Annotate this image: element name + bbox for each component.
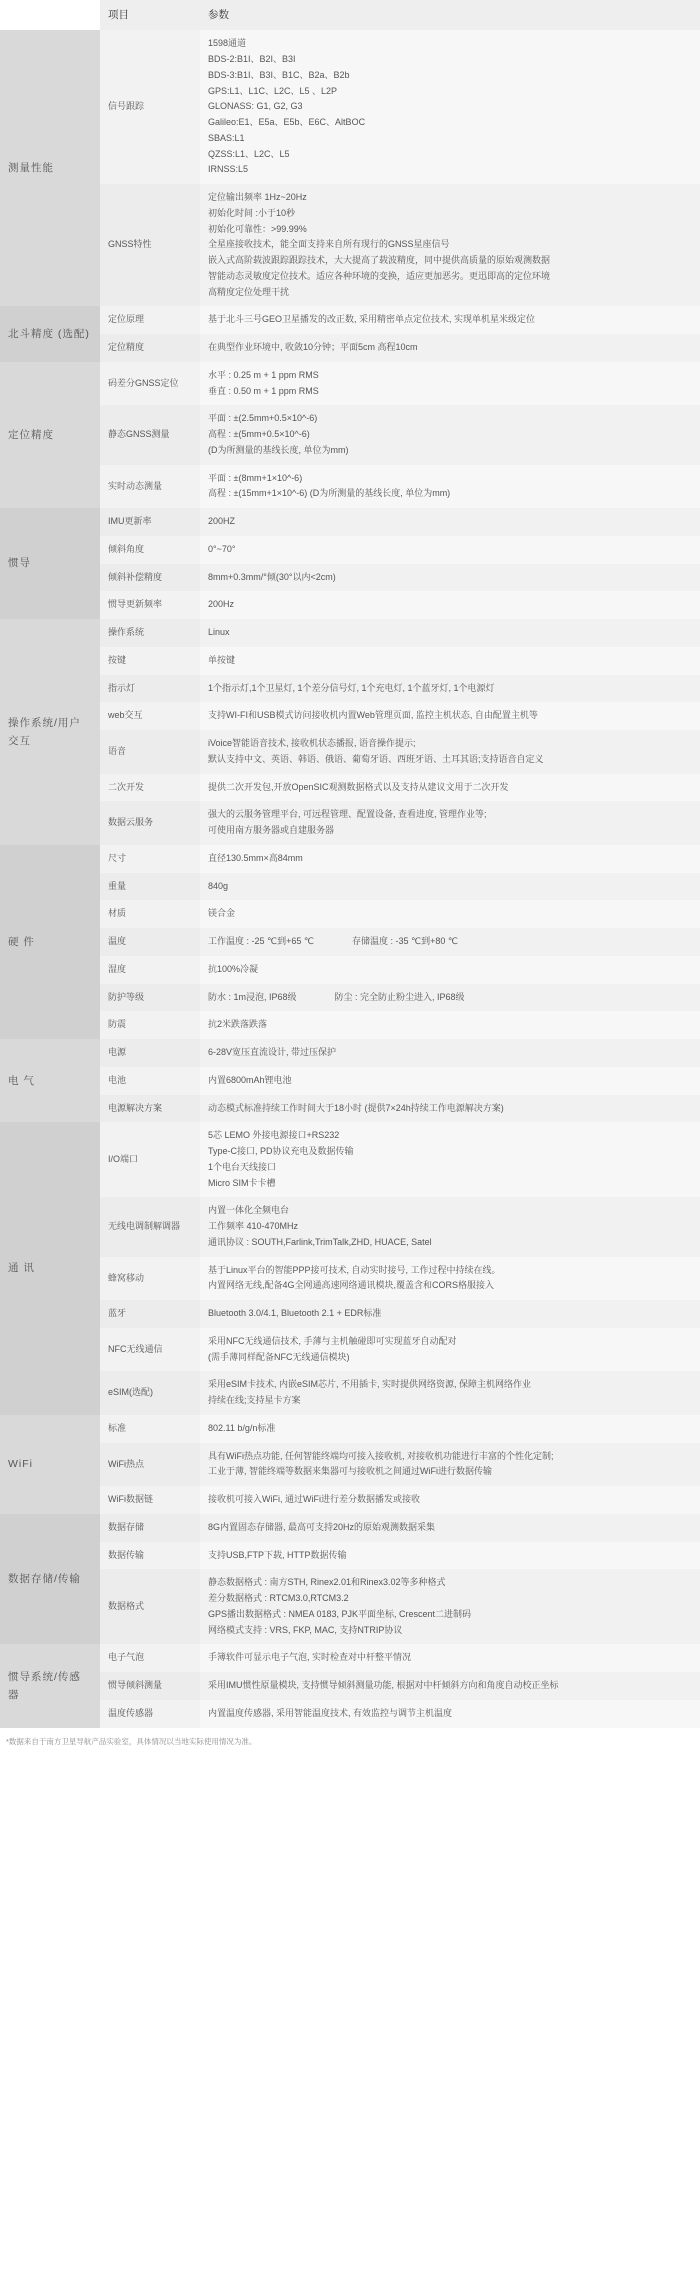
value-cell	[200, 1257, 700, 1301]
value-line: 200HZ	[208, 516, 236, 527]
value-line: 可使用南方服务器或自建服务器	[208, 825, 335, 836]
category-cell: 通 讯	[0, 1122, 100, 1415]
value-cell	[200, 873, 700, 901]
value-line: 强大的云服务管理平台, 可远程管理、配置设备, 查看进度, 管理作业等;	[208, 809, 487, 820]
item-cell: 定位精度	[100, 334, 200, 362]
item-cell: 温度	[100, 928, 200, 956]
value-line: 采用IMU惯性原量模块, 支持惯导倾斜测量功能, 根据对中杆倾斜方向和角度自动校正坐标	[208, 1680, 559, 1691]
table-row	[0, 1371, 700, 1415]
value-cell	[200, 30, 700, 184]
value-line: 200Hz	[208, 599, 235, 610]
value-cell	[200, 702, 700, 730]
value-cell	[200, 774, 700, 802]
table-row	[0, 1328, 700, 1372]
item-cell: 指示灯	[100, 675, 200, 703]
value-cell	[200, 1672, 700, 1700]
value-line: 定位输出频率 1Hz~20Hz	[208, 192, 307, 203]
value-line: 水平 : 0.25 m + 1 ppm RMS	[208, 369, 319, 380]
table-row	[0, 1197, 700, 1256]
value-cell	[200, 647, 700, 675]
table-row	[0, 956, 700, 984]
value-line: (需手薄同样配备NFC无线通信模块)	[208, 1351, 350, 1362]
value-line: SBAS:L1	[208, 132, 245, 143]
value-cell	[200, 984, 700, 1012]
table-row	[0, 405, 700, 464]
item-cell: 标准	[100, 1415, 200, 1443]
value-line: 工作频率 410-470MHz	[208, 1221, 299, 1232]
value-line: 智能动态灵敏度定位技术。适应各种环境的变换，适应更加恶劣。更迅即高的定位环境	[208, 270, 551, 281]
value-line: 单按键	[208, 654, 236, 665]
value-line: (D为所测量的基线长度, 单位为mm)	[208, 444, 349, 455]
value-cell	[200, 1328, 700, 1372]
table-row	[0, 1067, 700, 1095]
value-cell	[200, 1443, 700, 1487]
value-line: GPS:L1、L1C、L2C、L5 、L2P	[208, 85, 338, 96]
value-line: 内置6800mAh锂电池	[208, 1074, 292, 1085]
value-line: Bluetooth 3.0/4.1, Bluetooth 2.1 + EDR标准	[208, 1308, 382, 1319]
item-cell: eSIM(选配)	[100, 1371, 200, 1415]
item-cell: WiFi热点	[100, 1443, 200, 1487]
value-cell	[200, 1197, 700, 1256]
table-header	[0, 0, 700, 30]
value-line: 0°~70°	[208, 543, 236, 554]
value-cell	[200, 1486, 700, 1514]
value-line: Micro SIM卡卡槽	[208, 1177, 276, 1188]
value-line: 防水 : 1m浸泡, IP68级 防尘 : 完全防止粉尘进入, IP68级	[208, 991, 465, 1002]
header-value: 参数	[200, 0, 700, 30]
table-row	[0, 1257, 700, 1301]
value-cell	[200, 536, 700, 564]
table-row	[0, 675, 700, 703]
item-cell: 防震	[100, 1011, 200, 1039]
table-row	[0, 184, 700, 306]
value-line: 具有WiFi热点功能, 任何智能终端均可接入接收机, 对接收机功能进行丰富的个性化定制;	[208, 1450, 554, 1461]
table-row	[0, 1300, 700, 1328]
table-row	[0, 1415, 700, 1443]
value-line: 默认支持中文、英语、韩语、俄语、葡萄牙语、西班牙语、土耳其语;支持语音自定义	[208, 753, 544, 764]
value-line: 1个指示灯,1个卫星灯, 1个差分信号灯, 1个充电灯, 1个蓝牙灯, 1个电源灯	[208, 682, 495, 693]
value-line: 802.11 b/g/n标准	[208, 1422, 276, 1433]
item-cell: 电池	[100, 1067, 200, 1095]
table-row	[0, 1700, 700, 1728]
value-line: 采用eSIM卡技术, 内嵌eSIM芯片, 不用插卡, 实时提供网络资源, 保障主机网络作业	[208, 1379, 532, 1390]
value-line: 抗2米跌落跌落	[208, 1019, 268, 1030]
table-header-row	[0, 0, 700, 30]
value-line: 差分数据格式 : RTCM3.0,RTCM3.2	[208, 1593, 349, 1604]
value-line: 通讯协议 : SOUTH,Farlink,TrimTalk,ZHD, HUACE, Satel	[208, 1236, 432, 1247]
category-cell: 北斗精度 (选配)	[0, 306, 100, 362]
value-line: 工业于薄, 智能终端等数据来集器可与接收机之间通过WiFi进行数据传输	[208, 1466, 492, 1477]
value-line: 高程 : ±(5mm+0.5×10^-6)	[208, 429, 310, 440]
value-line: 嵌入式高阶载波跟踪跟踪技术，大大提高了载波精度，同中提供高质量的原始观测数据	[208, 255, 551, 266]
value-line: 8G内置固态存储器, 最高可支持20Hz的原始观测数据采集	[208, 1521, 436, 1532]
table-row	[0, 334, 700, 362]
value-line: 5芯 LEMO 外接电源接口+RS232	[208, 1130, 340, 1141]
item-cell: 无线电调制解调器	[100, 1197, 200, 1256]
value-cell	[200, 362, 700, 406]
value-line: 接收机可接入WiFi, 通过WiFi进行差分数据播发或接收	[208, 1494, 420, 1505]
value-line: BDS-2:B1I、B2I、B3I	[208, 54, 296, 65]
value-line: 在典型作业环境中, 收敛10分钟；平面5cm 高程10cm	[208, 342, 418, 353]
table-row	[0, 362, 700, 406]
item-cell: 电子气泡	[100, 1644, 200, 1672]
value-line: GPS播出数据格式 : NMEA 0183, PJK平面坐标, Crescent二进制码	[208, 1608, 472, 1619]
value-cell	[200, 900, 700, 928]
value-cell	[200, 1371, 700, 1415]
table-row	[0, 984, 700, 1012]
value-line: 网络模式支持 : VRS, FKP, MAC, 支持NTRIP协议	[208, 1624, 403, 1635]
value-cell	[200, 1039, 700, 1067]
item-cell: 蜂窝移动	[100, 1257, 200, 1301]
item-cell: 尺寸	[100, 845, 200, 873]
value-cell	[200, 334, 700, 362]
value-cell	[200, 306, 700, 334]
item-cell: 惯导倾斜测量	[100, 1672, 200, 1700]
value-line: BDS-3:B1I、B3I、B1C、B2a、B2b	[208, 69, 350, 80]
footnote: *数据来自于南方卫星导航产品实验室，具体情况以当地实际使用情况为准。	[6, 1736, 257, 1746]
value-cell	[200, 465, 700, 509]
value-cell	[200, 1542, 700, 1570]
table-row	[0, 619, 700, 647]
item-cell: I/O端口	[100, 1122, 200, 1197]
value-line: 动态模式标准持续工作时间大于18小时 (提供7×24h持续工作电源解决方案)	[208, 1102, 504, 1113]
value-line: 初始化时间 :小于10秒	[208, 207, 296, 218]
value-line: 基于Linux平台的智能PPP接可技术, 自动实时接号, 工作过程中持续在线。	[208, 1264, 501, 1275]
table-row	[0, 730, 700, 774]
value-cell	[200, 1095, 700, 1123]
table-row	[0, 801, 700, 845]
value-cell	[200, 405, 700, 464]
value-line: 内置网络无线,配备4G全网通高速网络通讯模块,覆盖含和CORS格服接入	[208, 1280, 495, 1291]
value-line: 持续在线;支持星卡方案	[208, 1395, 301, 1406]
table-row	[0, 591, 700, 619]
table-row	[0, 900, 700, 928]
value-cell	[200, 619, 700, 647]
header-item: 项目	[100, 0, 200, 30]
value-cell	[200, 845, 700, 873]
table-row	[0, 1672, 700, 1700]
value-line: 高精度定位处理干扰	[208, 286, 290, 297]
value-cell	[200, 1067, 700, 1095]
value-line: Type-C接口, PD协议充电及数据传输	[208, 1146, 354, 1157]
value-line: 平面 : ±(8mm+1×10^-6)	[208, 472, 303, 483]
value-line: Galileo:E1、E5a、E5b、E6C、AltBOC	[208, 117, 366, 128]
value-cell	[200, 801, 700, 845]
value-line: 平面 : ±(2.5mm+0.5×10^-6)	[208, 413, 318, 424]
table-row	[0, 1542, 700, 1570]
table-row	[0, 774, 700, 802]
table-row	[0, 1443, 700, 1487]
value-cell	[200, 564, 700, 592]
table-row	[0, 845, 700, 873]
value-cell	[200, 1300, 700, 1328]
table-row	[0, 1644, 700, 1672]
value-line: 高程 : ±(15mm+1×10^-6) (D为所测量的基线长度, 单位为mm)	[208, 488, 451, 499]
item-cell: 重量	[100, 873, 200, 901]
value-cell	[200, 1569, 700, 1644]
item-cell: 惯导更新频率	[100, 591, 200, 619]
value-line: 提供二次开发包,开放OpenSIC观测数据格式以及支持从建议文用于二次开发	[208, 781, 509, 792]
value-cell	[200, 591, 700, 619]
table-row	[0, 647, 700, 675]
table-row	[0, 465, 700, 509]
value-line: 垂直 : 0.50 m + 1 ppm RMS	[208, 385, 319, 396]
category-cell: 硬 件	[0, 845, 100, 1039]
value-line: IRNSS:L5	[208, 164, 249, 175]
value-cell	[200, 1122, 700, 1197]
table-row	[0, 1122, 700, 1197]
item-cell: 倾斜角度	[100, 536, 200, 564]
item-cell: 静态GNSS测量	[100, 405, 200, 464]
table-row	[0, 1095, 700, 1123]
item-cell: 数据格式	[100, 1569, 200, 1644]
value-line: 静态数据格式 : 南方STH, Rinex2.01和Rinex3.02等多种格式	[208, 1577, 446, 1588]
value-cell	[200, 1011, 700, 1039]
table-row	[0, 1569, 700, 1644]
value-cell	[200, 1700, 700, 1728]
table-row	[0, 508, 700, 536]
value-line: 840g	[208, 880, 229, 891]
item-cell: 二次开发	[100, 774, 200, 802]
item-cell: 实时动态测量	[100, 465, 200, 509]
item-cell: 数据传输	[100, 1542, 200, 1570]
value-cell	[200, 1415, 700, 1443]
value-line: 工作温度 : -25 ℃到+65 ℃ 存储温度 : -35 ℃到+80 ℃	[208, 936, 458, 947]
item-cell: NFC无线通信	[100, 1328, 200, 1372]
value-line: 8mm+0.3mm/°倾(30°以内<2cm)	[208, 571, 336, 582]
category-cell: 定位精度	[0, 362, 100, 508]
item-cell: 湿度	[100, 956, 200, 984]
value-line: GLONASS: G1, G2, G3	[208, 101, 303, 112]
item-cell: web交互	[100, 702, 200, 730]
value-line: 6-28V宽压直流设计, 带过压保护	[208, 1047, 337, 1058]
item-cell: 数据存储	[100, 1514, 200, 1542]
table-row	[0, 873, 700, 901]
item-cell: 蓝牙	[100, 1300, 200, 1328]
value-line: 采用NFC无线通信技术, 手薄与主机触碰即可实现蓝牙自动配对	[208, 1335, 457, 1346]
table-row	[0, 30, 700, 184]
value-cell	[200, 956, 700, 984]
value-line: 内置一体化全频电台	[208, 1205, 290, 1216]
value-line: 基于北斗三号GEO卫星播发的改正数, 采用精密单点定位技术, 实现单机星米级定位	[208, 314, 536, 325]
value-line: 1个电台天线接口	[208, 1161, 277, 1172]
table-row	[0, 1011, 700, 1039]
table-body	[0, 30, 700, 1727]
table-row	[0, 564, 700, 592]
item-cell: 码差分GNSS定位	[100, 362, 200, 406]
value-cell	[200, 1514, 700, 1542]
table-row	[0, 306, 700, 334]
item-cell: GNSS特性	[100, 184, 200, 306]
category-cell: 电 气	[0, 1039, 100, 1122]
item-cell: 信号跟踪	[100, 30, 200, 184]
category-cell: 数据存储/传输	[0, 1514, 100, 1645]
value-cell	[200, 675, 700, 703]
category-cell: 惯导系统/传感器	[0, 1644, 100, 1727]
table-row	[0, 702, 700, 730]
value-line: 直径130.5mm×高84mm	[208, 852, 303, 863]
item-cell: IMU更新率	[100, 508, 200, 536]
value-line: 支持WI-FI和USB模式访问接收机内置Web管理页面, 监控主机状态, 自由配置主机等	[208, 710, 538, 721]
value-line: 抗100%冷凝	[208, 963, 259, 974]
header-category	[0, 0, 100, 30]
item-cell: 电源	[100, 1039, 200, 1067]
value-line: QZSS:L1、L2C、L5	[208, 148, 290, 159]
value-line: 内置温度传感器, 采用智能温度技术, 有效监控与调节主机温度	[208, 1707, 453, 1718]
value-cell	[200, 1644, 700, 1672]
value-cell	[200, 184, 700, 306]
value-line: Linux	[208, 627, 230, 638]
value-line: 1598通道	[208, 38, 247, 49]
value-cell	[200, 730, 700, 774]
item-cell: 按键	[100, 647, 200, 675]
item-cell: 电源解决方案	[100, 1095, 200, 1123]
item-cell: 语音	[100, 730, 200, 774]
category-cell: 测量性能	[0, 30, 100, 306]
value-line: iVoice智能语音技术, 接收机状态播报, 语音操作提示;	[208, 738, 416, 749]
item-cell: WiFi数据链	[100, 1486, 200, 1514]
category-cell: 惯导	[0, 508, 100, 619]
category-cell: WiFi	[0, 1415, 100, 1514]
item-cell: 数据云服务	[100, 801, 200, 845]
value-cell	[200, 508, 700, 536]
table-row	[0, 1039, 700, 1067]
item-cell: 温度传感器	[100, 1700, 200, 1728]
item-cell: 定位原理	[100, 306, 200, 334]
table-row	[0, 1486, 700, 1514]
table-row	[0, 928, 700, 956]
value-line: 初始化可靠性：>99.99%	[208, 223, 307, 234]
item-cell: 倾斜补偿精度	[100, 564, 200, 592]
value-line: 镁合金	[208, 908, 236, 919]
table-row	[0, 1514, 700, 1542]
table-row	[0, 536, 700, 564]
item-cell: 操作系统	[100, 619, 200, 647]
value-line: 支持USB,FTP下载, HTTP数据传输	[208, 1549, 347, 1560]
item-cell: 防护等级	[100, 984, 200, 1012]
value-line: 手簿软件可显示电子气泡, 实时检查对中杆整平情况	[208, 1652, 412, 1663]
value-line: 全星座接收技术，能全面支持来自所有现行的GNSS星座信号	[208, 239, 450, 250]
value-cell	[200, 928, 700, 956]
item-cell: 材质	[100, 900, 200, 928]
category-cell: 操作系统/用户交互	[0, 619, 100, 845]
